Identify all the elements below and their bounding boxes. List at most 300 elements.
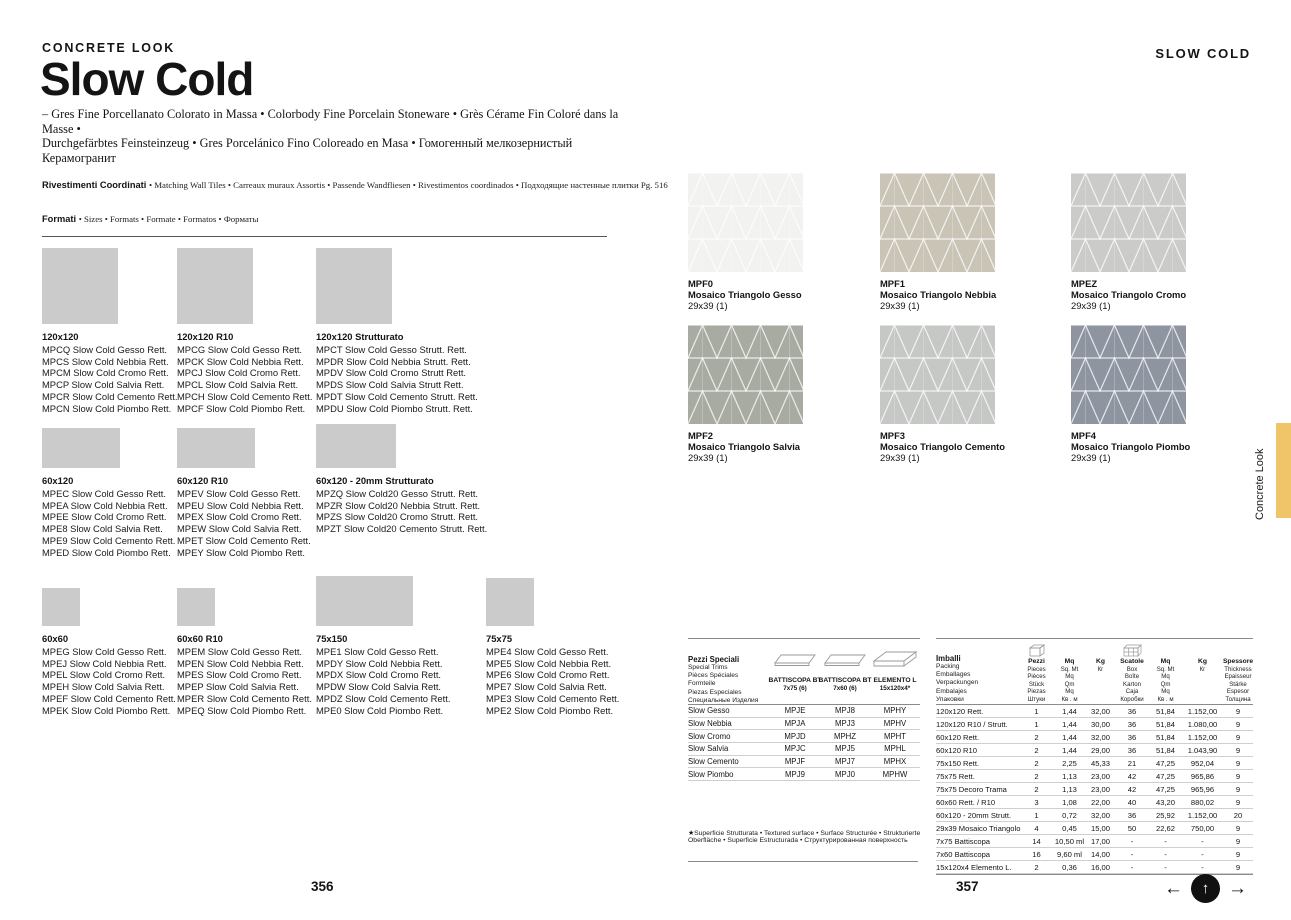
formats-divider: [42, 236, 607, 237]
packing-title-line: Упаковки: [936, 695, 964, 703]
packing-value-cell: 2: [1034, 758, 1039, 768]
trims-color-name: Slow Salvia: [688, 744, 729, 754]
packing-value-cell: 47,25: [1155, 758, 1175, 768]
elemento-l-icon: [872, 648, 918, 672]
packing-value-cell: 1,44: [1062, 706, 1077, 716]
packing-value-cell: 2: [1034, 862, 1039, 872]
mosaic-size: 29x39 (1): [1071, 452, 1111, 463]
trims-code-cell: MPJ7: [835, 757, 855, 767]
packing-column-line: Thickness: [1224, 665, 1252, 673]
packing-column-line: Box: [1126, 665, 1138, 673]
product-code-line: MPCS Slow Cold Nebbia Rett.: [42, 355, 169, 367]
product-code-line: MPE1 Slow Cold Gesso Rett.: [316, 646, 439, 657]
tile-thumbnail: [177, 428, 255, 468]
trims-code-cell: MPJ5: [835, 744, 855, 754]
trims-code-cell: MPHV: [883, 719, 907, 729]
mosaic-code: MPF3: [880, 430, 906, 441]
product-code-line: MPEM Slow Cold Gesso Rett.: [177, 646, 303, 657]
product-code-line: MPDY Slow Cold Nebbia Rett.: [316, 657, 443, 669]
packing-row: [936, 861, 1253, 874]
product-code-line: MPEK Slow Cold Piombo Rett.: [42, 704, 171, 716]
tile-thumbnail: [177, 248, 253, 324]
packing-column-line: Mq: [1065, 673, 1074, 681]
packing-title-line: Packing: [936, 663, 960, 670]
prev-page-arrow-icon[interactable]: ←: [1164, 878, 1183, 899]
trims-title-line: Специальные Изделия: [688, 696, 759, 704]
trims-row: [688, 718, 920, 731]
packing-row: [936, 757, 1253, 770]
packing-value-cell: 51,84: [1155, 719, 1175, 729]
format-size-label: 120x120 Strutturato: [316, 331, 404, 342]
packing-column-line: Sq. Mt: [1156, 665, 1175, 673]
product-code-line: MPEL Slow Cold Cromo Rett.: [42, 669, 166, 681]
packing-column-header: [1149, 639, 1182, 704]
packing-value-cell: 14: [1032, 836, 1041, 846]
packing-value-cell: 9: [1235, 797, 1241, 807]
packing-column-line: Scatole: [1120, 658, 1144, 665]
packing-item-name: 60x60 Rett. / R10: [936, 797, 996, 807]
trims-title-line: Piezas Especiales: [688, 688, 742, 696]
mosaic-code: MPF2: [688, 430, 714, 441]
packing-header: [936, 639, 1253, 705]
product-code-line: MPEX Slow Cold Cromo Rett.: [177, 511, 302, 523]
product-code-line: MPE9 Slow Cold Cemento Rett.: [42, 534, 176, 546]
packing-rows: [936, 705, 1253, 875]
packing-row: [936, 848, 1253, 861]
mosaic-size: 29x39 (1): [880, 300, 920, 311]
product-code-line: MPEQ Slow Cold Piombo Rett.: [177, 704, 307, 716]
packing-column-header: [1020, 639, 1053, 704]
trims-column-name: ELEMENTO L: [873, 677, 917, 684]
product-code-line: MPZS Slow Cold20 Cromo Strutt. Rett.: [316, 511, 479, 523]
product-code-line: MPES Slow Cold Cromo Rett.: [177, 669, 302, 681]
format-size-label: 75x150: [316, 633, 348, 644]
packing-value-cell: -: [1164, 862, 1167, 872]
packing-value-cell: 9: [1235, 771, 1241, 781]
packing-column-line: Кг: [1097, 665, 1104, 673]
trims-title-line: Pezzi Speciali: [688, 655, 740, 664]
product-code-line: MPEJ Slow Cold Nebbia Rett.: [42, 657, 167, 669]
packing-value-cell: 21: [1127, 758, 1137, 768]
packing-value-cell: 4: [1034, 823, 1039, 833]
packing-table: [936, 638, 1253, 875]
packing-column-line: Spessore: [1222, 658, 1254, 665]
product-code-line: MPDW Slow Cold Salvia Rett.: [316, 681, 442, 693]
trims-title-line: Special Trims: [688, 664, 728, 671]
packing-value-cell: 1,44: [1062, 745, 1077, 755]
up-arrow-icon: ↑: [1201, 880, 1210, 897]
packing-value-cell: 2,25: [1062, 758, 1077, 768]
packing-value-cell: -: [1130, 836, 1134, 846]
mosaic-triangle-image: [688, 325, 803, 424]
trims-row: [688, 705, 920, 718]
packing-row: [936, 770, 1253, 783]
packing-column-line: Штуки: [1027, 695, 1046, 703]
packing-value-cell: 15,00: [1090, 823, 1110, 833]
product-code-line: MPCG Slow Cold Gesso Rett.: [177, 344, 303, 355]
packing-value-cell: 9: [1235, 745, 1241, 755]
packing-value-cell: -: [1130, 849, 1134, 859]
packing-column-line: Mq: [1065, 688, 1074, 696]
packing-value-cell: 1: [1034, 810, 1039, 820]
format-block: [316, 576, 456, 716]
packing-title-line: Emballages: [936, 671, 971, 679]
tile-thumbnail: [42, 428, 120, 468]
packing-value-cell: 9: [1235, 849, 1241, 859]
packing-title-line: Embalajes: [936, 687, 967, 695]
packing-column-line: Epaisseur: [1224, 673, 1252, 681]
packing-item-name: 7x60 Battiscopa: [936, 849, 991, 859]
packing-value-cell: 1,44: [1062, 719, 1077, 729]
packing-value-cell: 9,60 ml: [1057, 849, 1082, 859]
mosaic-code: MPF4: [1071, 430, 1097, 441]
mosaic-name: Mosaico Triangolo Gesso: [688, 289, 802, 300]
trims-code-cell: MPHL: [884, 744, 906, 754]
product-code-line: MPCP Slow Cold Salvia Rett.: [42, 379, 165, 391]
box-icon: [1028, 641, 1046, 658]
product-code-line: MPE4 Slow Cold Gesso Rett.: [486, 646, 609, 657]
packing-column-line: Stück: [1028, 680, 1045, 688]
next-page-arrow-icon[interactable]: →: [1228, 878, 1247, 899]
packing-item-name: 75x150 Rett.: [936, 758, 980, 768]
packing-value-cell: 1: [1034, 706, 1039, 716]
packing-value-cell: 30,00: [1090, 719, 1110, 729]
coordinated-label: Rivestimenti Coordinati: [42, 180, 147, 190]
mosaic-name: Mosaico Triangolo Cemento: [880, 441, 1006, 452]
mosaic-size: 29x39 (1): [1071, 300, 1111, 311]
product-code-line: MPEC Slow Cold Gesso Rett.: [42, 488, 166, 499]
trims-row: [688, 768, 920, 781]
mosaic-block: [1071, 325, 1189, 463]
trims-code-cell: MPHY: [883, 706, 907, 716]
trims-color-name: Slow Gesso: [688, 706, 730, 716]
mosaic-size: 29x39 (1): [688, 300, 728, 311]
packing-value-cell: 36: [1127, 719, 1137, 729]
pallet-icon: [1122, 641, 1142, 658]
product-code-line: MPE6 Slow Cold Cromo Rett.: [486, 669, 610, 681]
mosaic-code: MPF1: [880, 278, 906, 289]
packing-column-line: Кг: [1199, 665, 1206, 673]
packing-value-cell: 0,45: [1062, 823, 1077, 833]
packing-column-line: Mq: [1064, 658, 1075, 665]
packing-value-cell: 22,00: [1090, 797, 1110, 807]
product-code-line: MPDR Slow Cold Nebbia Strutt. Rett.: [316, 355, 471, 367]
trims-code-cell: MPJ3: [835, 719, 855, 729]
packing-row: [936, 744, 1253, 757]
packing-row: [936, 809, 1253, 822]
special-trims-table: [688, 638, 920, 781]
packing-value-cell: 32,00: [1090, 810, 1110, 820]
mosaic-block: [688, 173, 806, 311]
trims-row: [688, 730, 920, 743]
trims-title-line: Formteile: [688, 680, 716, 688]
packing-value-cell: 17,00: [1090, 836, 1110, 846]
coordinated-wall-tiles-note: [42, 180, 668, 190]
packing-row: [936, 783, 1253, 796]
product-code-line: MPDS Slow Cold Salvia Strutt Rett.: [316, 379, 464, 391]
packing-item-name: 7x75 Battiscopa: [936, 836, 991, 846]
packing-column-line: Pièces: [1027, 673, 1046, 681]
packing-column-line: Stärke: [1229, 680, 1247, 688]
packing-column-line: Kg: [1198, 658, 1207, 665]
packing-item-name: 120x120 Rett.: [936, 706, 984, 716]
packing-item-name: 60x120 - 20mm Strutt.: [936, 810, 1012, 820]
packing-title-line: Imballi: [936, 654, 961, 663]
packing-value-cell: -: [1130, 862, 1134, 872]
product-code-line: MPDX Slow Cold Cromo Rett.: [316, 669, 442, 681]
format-size-label: 60x120 R10: [177, 475, 229, 486]
packing-value-cell: 3: [1034, 797, 1039, 807]
product-code-line: MPEP Slow Cold Salvia Rett.: [177, 681, 299, 693]
footnote-divider: [688, 861, 918, 862]
packing-value-cell: 9: [1235, 836, 1241, 846]
packing-column-line: Boîte: [1124, 673, 1140, 681]
product-code-line: MPDT Slow Cold Cemento Strutt. Rett.: [316, 390, 478, 402]
packing-value-cell: 2: [1034, 784, 1039, 794]
format-block: [42, 588, 182, 716]
product-code-line: MPE7 Slow Cold Salvia Rett.: [486, 681, 607, 693]
packing-value-cell: 9: [1235, 784, 1241, 794]
trims-color-name: Slow Piombo: [688, 769, 734, 779]
packing-value-cell: 50: [1127, 823, 1137, 833]
product-code-line: MPE5 Slow Cold Nebbia Rett.: [486, 657, 612, 669]
product-code-line: MPCH Slow Cold Cemento Rett.: [177, 390, 313, 402]
packing-item-name: 15x120x4 Elemento L.: [936, 862, 1012, 872]
trims-column-name: BATTISCOPA BT: [818, 677, 872, 684]
packing-value-cell: 43,20: [1155, 797, 1175, 807]
format-size-label: 120x120: [42, 331, 79, 342]
packing-value-cell: 47,25: [1155, 771, 1175, 781]
mosaic-block: [880, 173, 998, 311]
packing-column-line: Qm: [1064, 680, 1075, 688]
product-code-line: MPCF Slow Cold Piombo Rett.: [177, 402, 306, 414]
packing-columns: [1020, 639, 1253, 704]
description-line: Durchgefärbtes Feinsteinzeug • Gres Porcelánico Fino Coloreado en Masa • Гомогенный мелкозернистый Керамогранит: [42, 136, 573, 165]
product-code-line: MPCT Slow Cold Gesso Strutt. Rett.: [316, 344, 467, 355]
packing-value-cell: 1.152,00: [1187, 706, 1218, 716]
packing-column-line: Кв . м: [1157, 695, 1174, 703]
mosaic-size: 29x39 (1): [688, 452, 728, 463]
mosaic-name: Mosaico Triangolo Cromo: [1071, 289, 1187, 300]
packing-value-cell: 36: [1127, 810, 1137, 820]
product-code-line: MPER Slow Cold Cemento Rett.: [177, 692, 312, 704]
product-code-line: MPEE Slow Cold Cromo Rett.: [42, 511, 167, 523]
side-tab-color-bar: [1276, 423, 1291, 518]
packing-value-cell: -: [1201, 862, 1204, 872]
packing-value-cell: 51,84: [1155, 745, 1175, 755]
trims-color-name: Slow Nebbia: [688, 719, 732, 729]
trims-code-cell: MPJ0: [835, 769, 855, 779]
battiscopa-icon: [824, 648, 866, 672]
product-code-line: MPEG Slow Cold Gesso Rett.: [42, 646, 167, 657]
packing-value-cell: 32,00: [1090, 732, 1110, 742]
product-code-line: MPEY Slow Cold Piombo Rett.: [177, 546, 306, 558]
packing-value-cell: 1,08: [1062, 797, 1077, 807]
special-trims-title-block: [688, 639, 770, 704]
packing-column-line: Sq. Mt: [1060, 665, 1079, 673]
product-code-line: MPCR Slow Cold Cemento Rett.: [42, 390, 178, 402]
product-code-line: MPCJ Slow Cold Cromo Rett.: [177, 367, 301, 379]
packing-column-header: [1086, 639, 1115, 704]
packing-column-header: [1223, 639, 1253, 704]
product-code-line: MPDZ Slow Cold Cemento Rett.: [316, 692, 451, 704]
trims-column-header: [820, 639, 870, 704]
packing-value-cell: 1.152,00: [1187, 732, 1218, 742]
product-code-line: MPET Slow Cold Cemento Rett.: [177, 534, 311, 546]
packing-value-cell: 2: [1034, 732, 1039, 742]
packing-value-cell: 1.080,00: [1187, 719, 1218, 729]
packing-value-cell: 750,00: [1190, 823, 1215, 833]
description-line: – Gres Fine Porcellanato Colorato in Massa • Colorbody Fine Porcelain Stoneware • Grès Cérame Fin Coloré dans la Masse •: [42, 107, 619, 136]
packing-row: [936, 705, 1253, 718]
mosaic-label: [1071, 278, 1189, 311]
running-header: SLOW COLD: [1155, 46, 1251, 61]
mosaic-name: Mosaico Triangolo Salvia: [688, 441, 801, 452]
trims-column-size: 15x120x4*: [879, 685, 911, 692]
packing-value-cell: 22,62: [1155, 823, 1175, 833]
packing-column-header: [1053, 639, 1086, 704]
packing-value-cell: 0,36: [1062, 862, 1077, 872]
mosaic-triangle-image: [688, 173, 803, 272]
trims-code-cell: MPJF: [784, 757, 806, 767]
packing-value-cell: 51,84: [1155, 732, 1175, 742]
packing-title-block: [936, 639, 1020, 704]
trims-code-cell: MPJD: [784, 731, 806, 741]
packing-value-cell: 9: [1235, 862, 1241, 872]
packing-item-name: 29x39 Mosaico Triangolo: [936, 823, 1021, 833]
packing-item-name: 75x75 Rett.: [936, 771, 975, 781]
trims-row: [688, 743, 920, 756]
packing-value-cell: 36: [1127, 706, 1137, 716]
packing-value-cell: 14,00: [1090, 849, 1110, 859]
packing-value-cell: 9: [1235, 823, 1241, 833]
packing-item-name: 75x75 Decoro Trama: [936, 784, 1007, 794]
packing-value-cell: 880,02: [1190, 797, 1215, 807]
packing-row: [936, 718, 1253, 731]
product-code-line: MPCM Slow Cold Cromo Rett.: [42, 367, 169, 379]
packing-column-header: [1182, 639, 1223, 704]
product-code-line: MPEN Slow Cold Nebbia Rett.: [177, 657, 304, 669]
format-block: [177, 588, 317, 716]
packing-value-cell: 42: [1127, 784, 1137, 794]
tile-thumbnail: [316, 248, 392, 324]
packing-item-name: 60x120 Rett.: [936, 732, 980, 742]
product-code-line: MPEW Slow Cold Salvia Rett.: [177, 523, 302, 535]
packing-value-cell: 0,72: [1062, 810, 1077, 820]
product-code-line: MPZQ Slow Cold20 Gesso Strutt. Rett.: [316, 488, 479, 499]
tile-thumbnail: [42, 248, 118, 324]
packing-column-line: Pieces: [1027, 665, 1046, 673]
product-code-line: MPEA Slow Cold Nebbia Rett.: [42, 499, 168, 511]
product-code-line: MPCQ Slow Cold Gesso Rett.: [42, 344, 168, 355]
packing-column-line: Caja: [1125, 688, 1139, 696]
packing-column-line: Кв . м: [1061, 695, 1078, 703]
mosaic-triangle-image: [880, 325, 995, 424]
trims-column-size: 7x75 (6): [783, 685, 807, 692]
mosaic-triangle-image: [1071, 173, 1186, 272]
packing-column-line: Piezas: [1027, 688, 1046, 696]
mosaic-label: [688, 278, 806, 311]
tile-thumbnail: [486, 578, 534, 626]
product-code-line: MPEV Slow Cold Gesso Rett.: [177, 488, 301, 499]
page-title: Slow Cold: [40, 53, 254, 105]
page-number-right: 357: [956, 879, 979, 894]
format-size-label: 75x75: [486, 633, 513, 644]
packing-value-cell: -: [1201, 836, 1204, 846]
packing-value-cell: -: [1164, 849, 1167, 859]
packing-column-line: Karton: [1123, 680, 1141, 688]
product-code-line: MPE8 Slow Cold Salvia Rett.: [42, 523, 163, 535]
mosaic-size: 29x39 (1): [880, 452, 920, 463]
trims-code-cell: MPJE: [784, 706, 806, 716]
trims-column-header: [770, 639, 820, 704]
trims-row: [688, 756, 920, 769]
scroll-top-button[interactable]: [1191, 874, 1220, 903]
mosaic-name: Mosaico Triangolo Piombo: [1071, 441, 1191, 452]
packing-value-cell: 42: [1127, 771, 1137, 781]
mosaic-label: [1071, 430, 1189, 463]
format-size-label: 60x60: [42, 633, 69, 644]
packing-value-cell: 16,00: [1090, 862, 1110, 872]
packing-value-cell: 965,96: [1190, 784, 1215, 794]
special-trims-rows: [688, 705, 920, 781]
packing-value-cell: 25,92: [1155, 810, 1175, 820]
packing-value-cell: 1.043,90: [1187, 745, 1218, 755]
packing-value-cell: 1,44: [1062, 732, 1077, 742]
mosaic-label: [880, 430, 1006, 463]
mosaic-label: [688, 430, 806, 463]
side-tab-concrete-look[interactable]: Concrete Look: [1254, 448, 1266, 520]
packing-value-cell: 16: [1032, 849, 1041, 859]
packing-value-cell: 965,86: [1190, 771, 1215, 781]
packing-value-cell: 2: [1034, 771, 1039, 781]
packing-value-cell: 9: [1235, 758, 1241, 768]
packing-value-cell: 9: [1235, 732, 1241, 742]
format-block: [316, 424, 488, 535]
product-description: [42, 107, 628, 165]
product-code-line: MPDU Slow Cold Piombo Strutt. Rett.: [316, 402, 473, 414]
mosaic-block: [688, 325, 806, 463]
special-trims-columns: [770, 639, 920, 704]
packing-column-line: Kg: [1096, 658, 1105, 665]
mosaic-label: [880, 278, 998, 311]
product-code-line: MPDV Slow Cold Cromo Strutt Rett.: [316, 367, 467, 379]
page-number-left: 356: [311, 879, 334, 894]
product-code-line: MPE3 Slow Cold Cemento Rett.: [486, 692, 620, 704]
format-size-label: 60x120 - 20mm Strutturato: [316, 475, 434, 486]
formats-translations: • Sizes • Formats • Formate • Formatos • Форматы: [78, 214, 259, 224]
packing-value-cell: 23,00: [1090, 771, 1110, 781]
product-code-line: MPEH Slow Cold Salvia Rett.: [42, 681, 165, 693]
product-code-line: MPZT Slow Cold20 Cemento Strutt. Rett.: [316, 523, 488, 535]
packing-value-cell: 9: [1235, 719, 1241, 729]
packing-value-cell: -: [1164, 836, 1167, 846]
textured-surface-footnote: ★Superficie Strutturata • Textured surface • Surface Structurée • Strukturierte Oberfläche • Superficie Estructurada • Структурированная поверхность: [688, 830, 921, 845]
format-block: [42, 248, 182, 414]
product-code-line: MPEU Slow Cold Nebbia Rett.: [177, 499, 304, 511]
packing-column-line: Mq: [1161, 688, 1170, 696]
tile-thumbnail: [177, 588, 215, 626]
mosaic-triangle-image: [880, 173, 995, 272]
format-size-label: 60x60 R10: [177, 633, 223, 644]
packing-column-header: [1115, 639, 1149, 704]
packing-value-cell: 29,00: [1090, 745, 1110, 755]
tile-thumbnail: [42, 588, 80, 626]
trims-code-cell: MPHW: [882, 769, 908, 779]
packing-row: [936, 796, 1253, 809]
packing-column-line: Mq: [1160, 658, 1171, 665]
packing-value-cell: 20: [1233, 810, 1243, 820]
